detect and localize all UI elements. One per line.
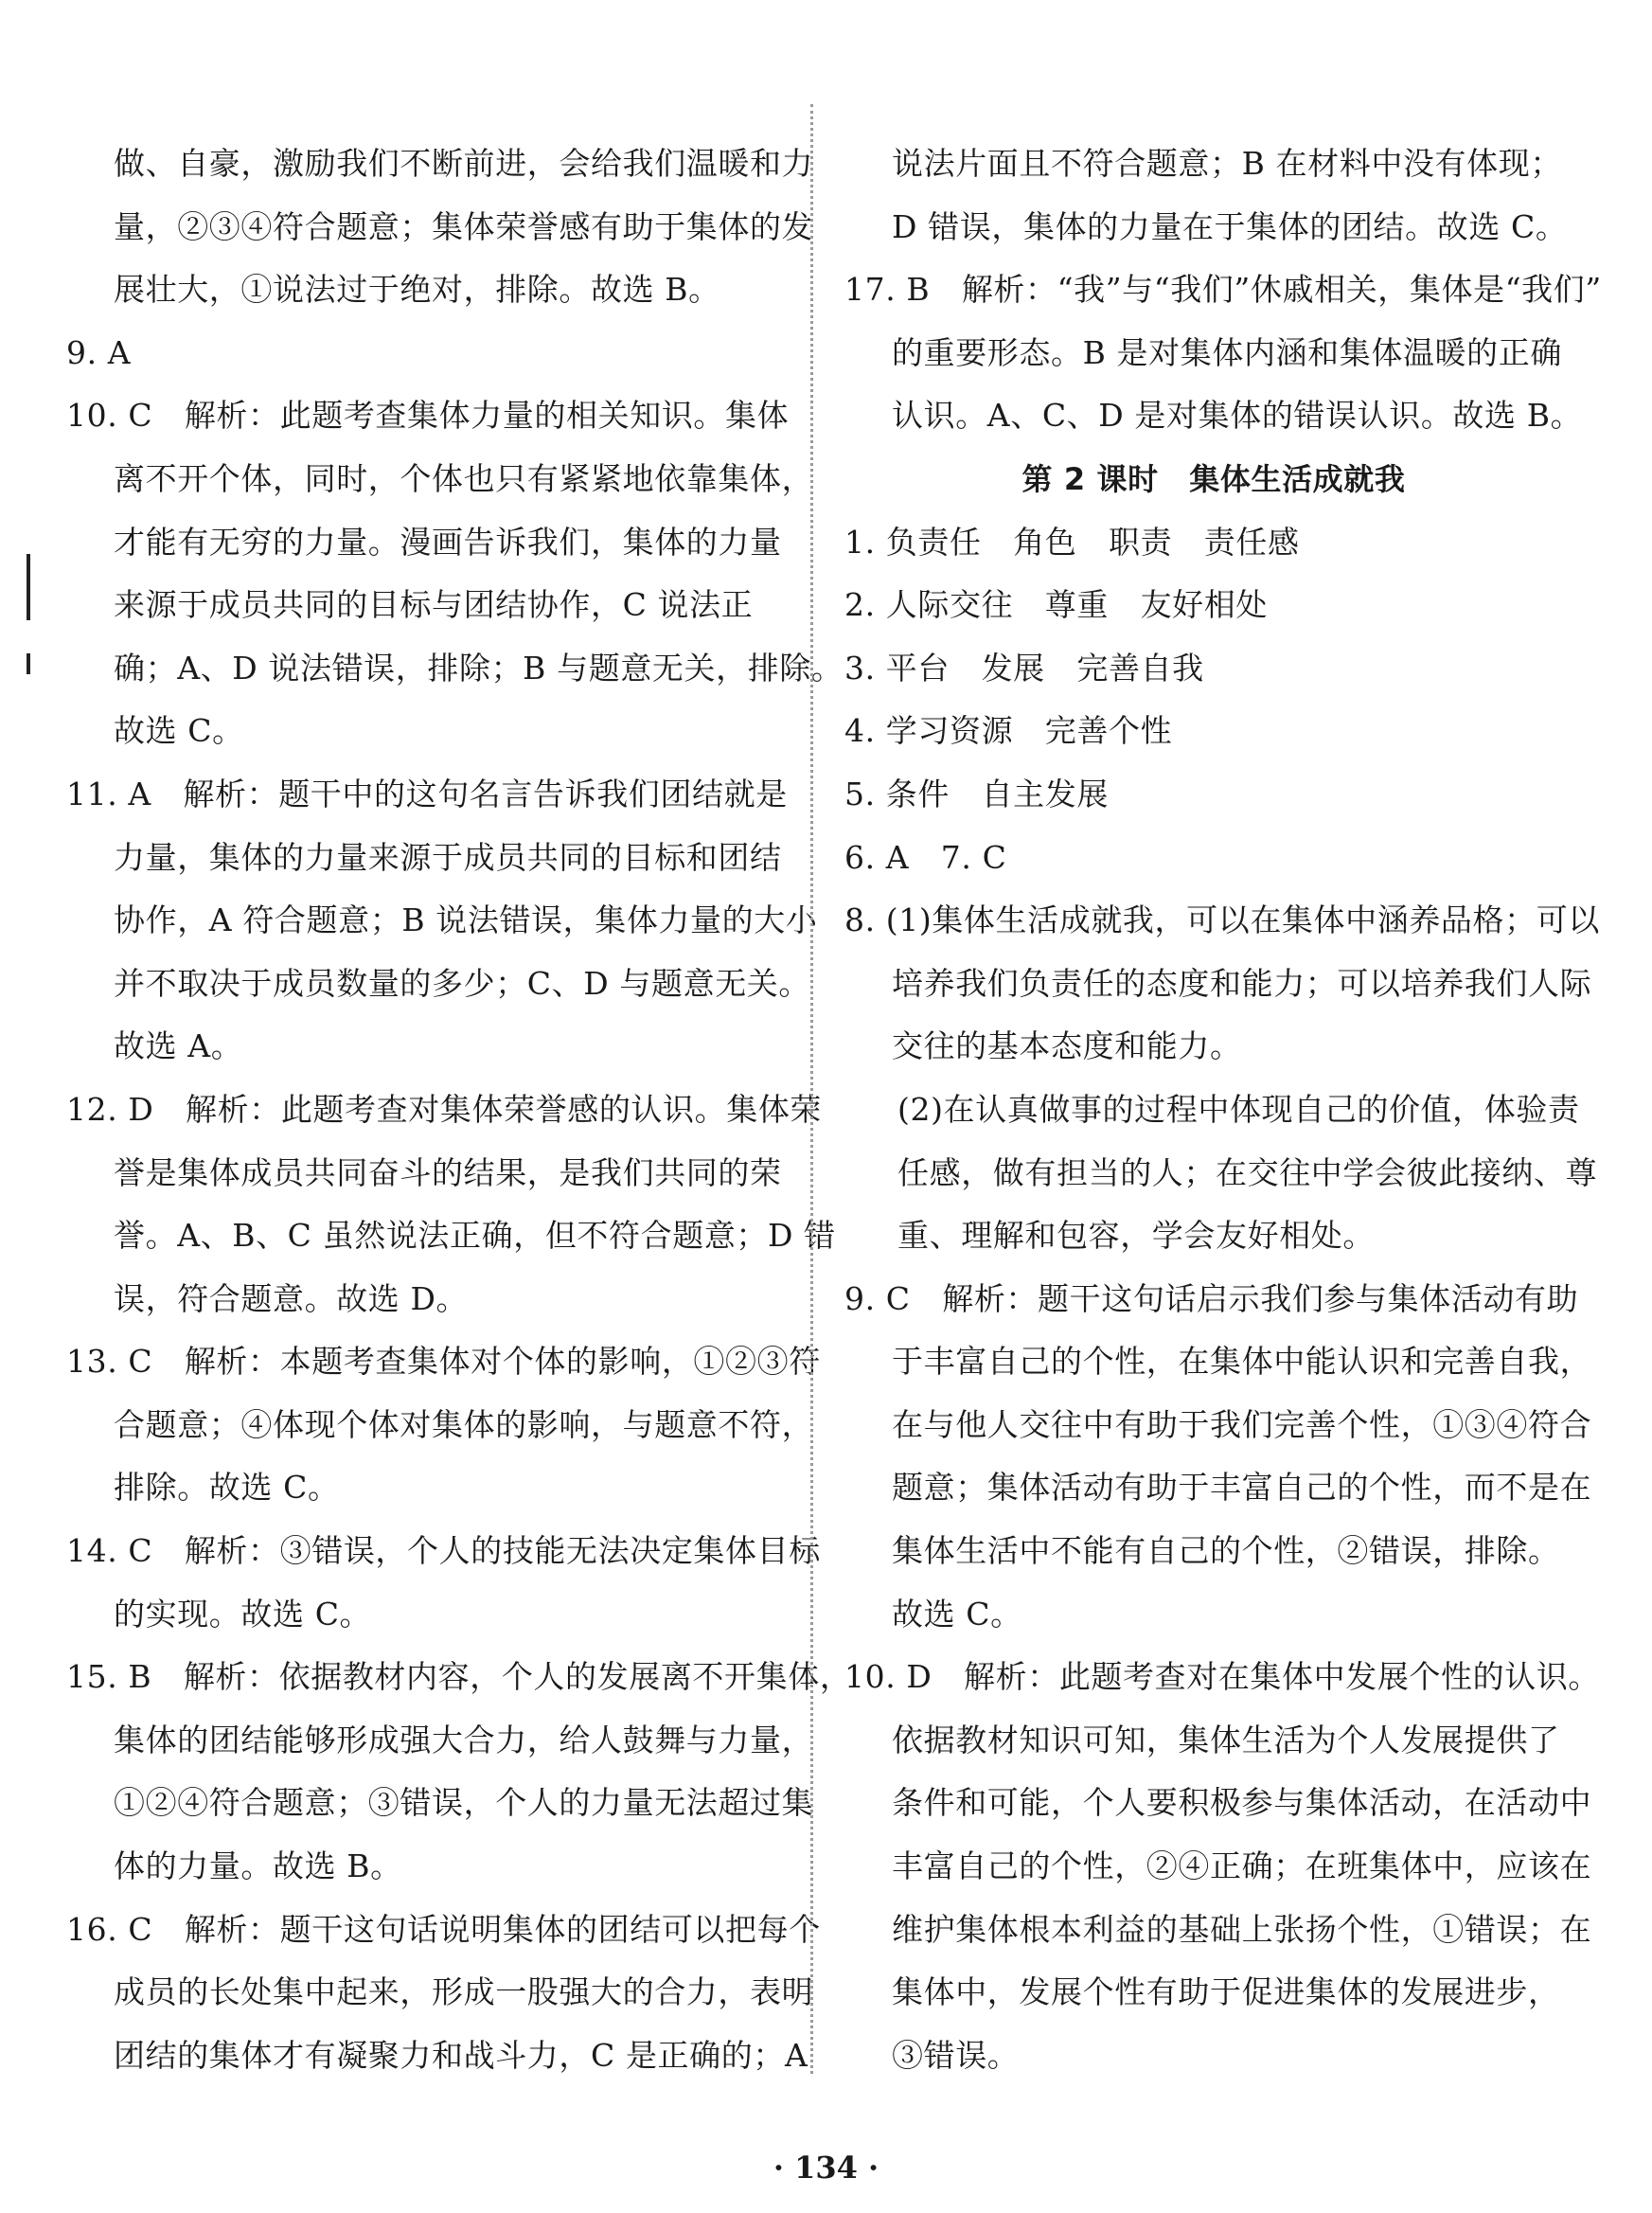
text-line: 在与他人交往中有助于我们完善个性，①③④符合 bbox=[892, 1405, 1592, 1443]
text-line: ①②④符合题意；③错误，个人的力量无法超过集 bbox=[114, 1784, 814, 1822]
right-column bbox=[844, 133, 1602, 2087]
text-line: 8. (1)集体生活成就我，可以在集体中涵养品格；可以 bbox=[844, 901, 1600, 939]
text-line: 1. 负责任 角色 职责 责任感 bbox=[844, 523, 1300, 561]
text-line: 体的力量。故选 B。 bbox=[114, 1847, 402, 1885]
text-line: 才能有无穷的力量。漫画告诉我们，集体的力量 bbox=[114, 523, 782, 561]
text-line: 集体生活中不能有自己的个性，②错误，排除。 bbox=[892, 1532, 1560, 1570]
text-line: 的重要形态。B 是对集体内涵和集体温暖的正确 bbox=[892, 333, 1562, 371]
text-line: 誉。A、B、C 虽然说法正确，但不符合题意；D 错 bbox=[114, 1217, 836, 1255]
text-line: 依据教材知识可知，集体生活为个人发展提供了 bbox=[892, 1721, 1560, 1758]
text-line: 维护集体根本利益的基础上张扬个性，①错误；在 bbox=[892, 1910, 1592, 1948]
text-line: 6. A 7. C bbox=[844, 838, 1007, 876]
text-line: 10. D 解析：此题考查对在集体中发展个性的认识。 bbox=[844, 1658, 1601, 1696]
text-line: 集体的团结能够形成强大合力，给人鼓舞与力量， bbox=[114, 1721, 814, 1758]
text-line: 16. C 解析：题干这句话说明集体的团结可以把每个 bbox=[66, 1910, 821, 1948]
text-line: 9. C 解析：题干这句话启示我们参与集体活动有助 bbox=[844, 1279, 1579, 1317]
text-line: 题意；集体活动有助于丰富自己的个性，而不是在 bbox=[892, 1469, 1592, 1507]
text-line: 展壮大，①说法过于绝对，排除。故选 B。 bbox=[114, 271, 720, 309]
scan-mark bbox=[27, 554, 30, 620]
text-line: 故选 C。 bbox=[114, 712, 244, 750]
page-number: · 134 · bbox=[773, 2150, 879, 2186]
text-line: 于丰富自己的个性，在集体中能认识和完善自我， bbox=[892, 1343, 1592, 1381]
text-line: 13. C 解析：本题考查集体对个体的影响，①②③符 bbox=[66, 1343, 821, 1381]
text-line: 来源于成员共同的目标与团结协作，C 说法正 bbox=[114, 586, 754, 624]
text-line: 10. C 解析：此题考查集体力量的相关知识。集体 bbox=[66, 397, 790, 435]
text-line: 团结的集体才有凝聚力和战斗力，C 是正确的；A bbox=[114, 2036, 808, 2074]
text-line: 重、理解和包容，学会友好相处。 bbox=[897, 1217, 1375, 1255]
text-line: 离不开个体，同时，个体也只有紧紧地依靠集体， bbox=[114, 459, 814, 497]
text-line: 量，②③④符合题意；集体荣誉感有助于集体的发 bbox=[114, 207, 814, 245]
text-line: (2)在认真做事的过程中体现自己的价值，体验责 bbox=[897, 1090, 1580, 1128]
text-line: 14. C 解析：③错误，个人的技能无法决定集体目标 bbox=[66, 1532, 821, 1570]
text-line: 集体中，发展个性有助于促进集体的发展进步， bbox=[892, 1973, 1560, 2011]
text-line: 成员的长处集中起来，形成一股强大的合力，表明 bbox=[114, 1973, 814, 2011]
text-line: 12. D 解析：此题考查对集体荣誉感的认识。集体荣 bbox=[66, 1090, 823, 1128]
text-line: 交往的基本态度和能力。 bbox=[892, 1027, 1242, 1065]
text-line: 做、自豪，激励我们不断前进，会给我们温暖和力 bbox=[114, 145, 814, 182]
text-line: 误，符合题意。故选 D。 bbox=[114, 1279, 469, 1317]
text-line: 合题意；④体现个体对集体的影响，与题意不符， bbox=[114, 1405, 814, 1443]
text-line: 5. 条件 自主发展 bbox=[844, 775, 1109, 812]
text-line: 11. A 解析：题干中的这句名言告诉我们团结就是 bbox=[66, 775, 788, 812]
text-line: 17. B 解析：“我”与“我们”休戚相关，集体是“我们” bbox=[844, 271, 1602, 309]
column-divider bbox=[810, 104, 813, 2074]
scan-mark bbox=[27, 653, 30, 674]
text-line: 认识。A、C、D 是对集体的错误认识。故选 B。 bbox=[892, 397, 1583, 435]
text-line: 说法片面且不符合题意；B 在材料中没有体现； bbox=[892, 145, 1562, 182]
text-line: 条件和可能，个人要积极参与集体活动，在活动中 bbox=[892, 1784, 1592, 1822]
text-line: 并不取决于成员数量的多少；C、D 与题意无关。 bbox=[114, 964, 810, 1002]
lesson-heading: 第 2 课时 集体生活成就我 bbox=[1021, 460, 1406, 497]
text-line: 培养我们负责任的态度和能力；可以培养我们人际 bbox=[892, 964, 1592, 1002]
text-line: 15. B 解析：依据教材内容，个人的发展离不开集体， bbox=[66, 1658, 852, 1696]
text-line: 任感，做有担当的人；在交往中学会彼此接纳、尊 bbox=[897, 1153, 1598, 1191]
text-line: 丰富自己的个性，②④正确；在班集体中，应该在 bbox=[892, 1847, 1592, 1885]
text-line: 誉是集体成员共同奋斗的结果，是我们共同的荣 bbox=[114, 1153, 782, 1191]
text-line: 9. A bbox=[66, 333, 132, 371]
text-line: 力量，集体的力量来源于成员共同的目标和团结 bbox=[114, 838, 782, 876]
text-line: 3. 平台 发展 完善自我 bbox=[844, 649, 1204, 687]
text-line: 排除。故选 C。 bbox=[114, 1469, 340, 1507]
text-line: 的实现。故选 C。 bbox=[114, 1595, 372, 1633]
left-column bbox=[66, 133, 852, 2087]
text-line: 协作，A 符合题意；B 说法错误，集体力量的大小 bbox=[114, 901, 818, 939]
text-line: ③错误。 bbox=[892, 2036, 1020, 2074]
text-line: 故选 C。 bbox=[892, 1595, 1022, 1633]
text-line: 2. 人际交往 尊重 友好相处 bbox=[844, 586, 1268, 624]
text-line: 确；A、D 说法错误，排除；B 与题意无关，排除。 bbox=[114, 649, 844, 687]
text-line: 故选 A。 bbox=[114, 1027, 243, 1065]
text-line: 4. 学习资源 完善个性 bbox=[844, 712, 1173, 750]
text-line: D 错误，集体的力量在于集体的团结。故选 C。 bbox=[892, 207, 1568, 245]
